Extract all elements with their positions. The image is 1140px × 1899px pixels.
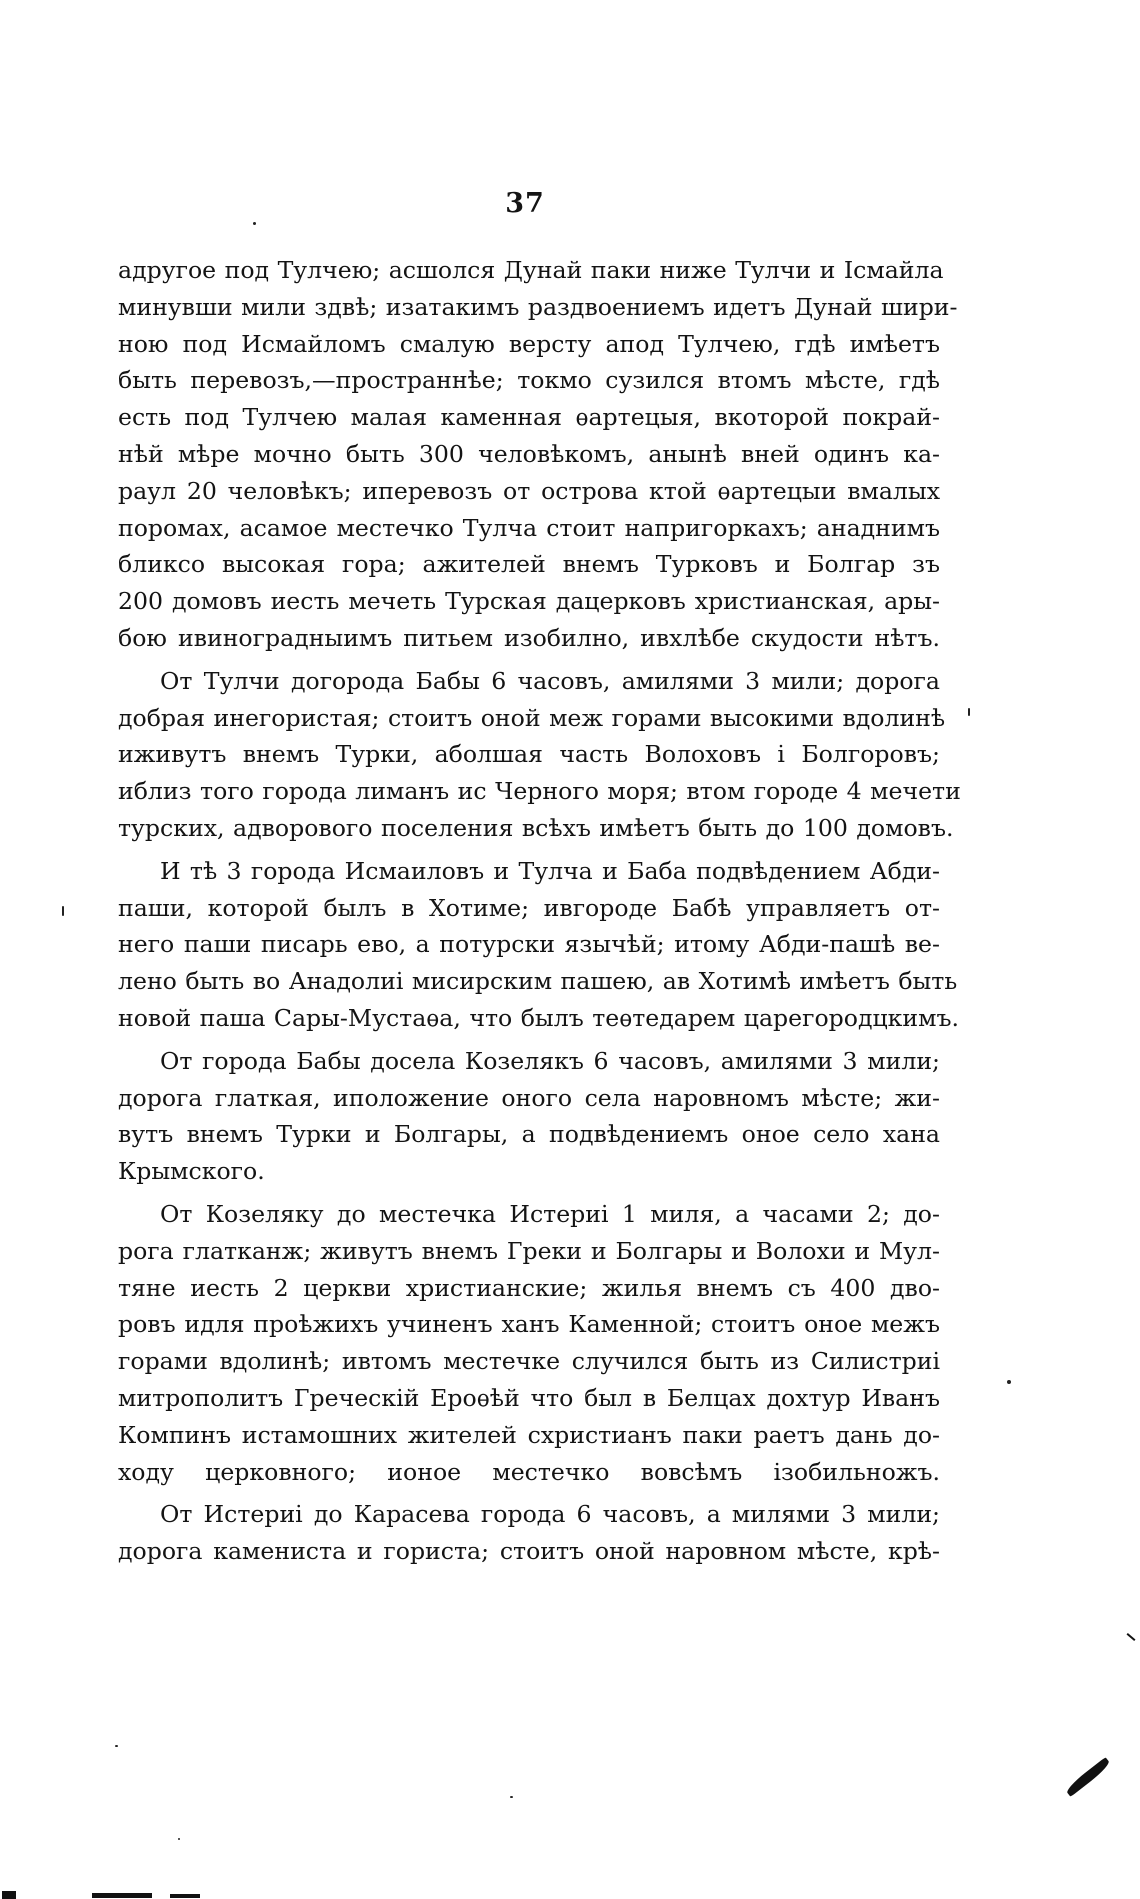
- text-line: иживутъ внемъ Турки, аболшая часть Волоховъ і Болгоровъ;: [118, 740, 940, 769]
- text-line: паши, которой былъ в Хотиме; ивгороде Бабѣ управляетъ от-: [118, 893, 940, 922]
- text-line: минувши мили здвѣ; изатакимъ раздвоениемъ идетъ Дунай шири-: [118, 292, 958, 321]
- bottom-edge: [0, 1891, 1140, 1899]
- paragraph-6: [118, 1496, 940, 1570]
- text-line: 200 домовъ иесть мечеть Турская дацерковъ христианская, ары-: [118, 587, 940, 616]
- text-line: есть под Тулчею малая каменная ѳартецыя, вкоторой покрай-: [118, 403, 940, 432]
- text-line: раул 20 человѣкъ; иперевозъ от острова ктой ѳартецыи вмалых: [118, 476, 940, 505]
- paragraph-1: [118, 252, 958, 657]
- text-line: митрополитъ Греческій Ероѳѣй что был в Белцах дохтур Иванъ: [118, 1383, 940, 1412]
- page-number: 37: [505, 188, 545, 219]
- ink-mark: [1064, 1757, 1111, 1797]
- text-line: ходу церковного; ионое местечко вовсѣмъ ізобильножъ.: [118, 1457, 940, 1486]
- text-line: дорога глаткая, иположение оного села наровномъ мѣсте; жи-: [118, 1083, 940, 1112]
- text-line: тяне иесть 2 церкви христианские; жилья внемъ съ 400 дво-: [118, 1273, 940, 1302]
- text-line: ною под Исмайломъ смалую версту апод Тулчею, гдѣ имѣетъ: [118, 329, 940, 358]
- text-line: дорога камениста и гориста; стоитъ оной наровном мѣсте, крѣ-: [118, 1537, 940, 1566]
- text-line: бою ивиноградныимъ питьем изобилно, ивхлѣбе скудости нѣтъ.: [118, 623, 940, 652]
- scan-speck: [115, 1745, 118, 1747]
- scan-speck: [968, 708, 970, 716]
- text-line: бликсо высокая гора; ажителей внемъ Турковъ и Болгар зъ: [118, 550, 940, 579]
- text-line: адругое под Тулчею; асшолся Дунай паки ниже Тулчи и Ісмайла: [118, 256, 944, 284]
- paragraph-3: [118, 853, 959, 1037]
- text-line: горами вдолинѣ; ивтомъ местечке случился быть из Силистриі: [118, 1347, 940, 1376]
- text-line: От Тулчи догорода Бабы 6 часовъ, амилями 3 мили; дорога: [160, 666, 940, 695]
- scan-speck: [510, 1796, 513, 1798]
- text-line: Крымского.: [118, 1157, 265, 1186]
- text-line: поромах, асамое местечко Тулча стоит напригоркахъ; анаднимъ: [118, 513, 940, 542]
- text-line: От Истериі до Карасева города 6 часовъ, а милями 3 мили;: [160, 1500, 940, 1529]
- text-line: лено быть во Анадолиі мисирским пашею, ав Хотимѣ имѣетъ быть: [118, 967, 958, 996]
- scan-speck: [178, 1838, 180, 1840]
- text-line: рога глатканж; живутъ внемъ Греки и Болгары и Волохи и Мул-: [118, 1236, 940, 1265]
- text-line: него паши писарь ево, а потурски язычѣй; итому Абди-пашѣ ве-: [118, 930, 940, 959]
- scan-speck: [62, 906, 64, 916]
- scan-speck: [1007, 1380, 1011, 1384]
- text-line: новой паша Сары-Мустаѳа, что былъ теѳтедарем царегородцкимъ.: [118, 1003, 959, 1032]
- text-line: турских, адворового поселения всѣхъ имѣетъ быть до 100 домовъ.: [118, 813, 954, 842]
- paragraph-5: [118, 1196, 940, 1490]
- paragraph-2: [118, 663, 961, 847]
- text-line: Компинъ истамошних жителей схристианъ паки раетъ дань до-: [118, 1420, 940, 1449]
- ink-mark: [1127, 1633, 1136, 1641]
- text-line: добрая инегористая; стоитъ оной меж горами высокими вдолинѣ: [118, 703, 946, 732]
- text-line: иблиз того города лиманъ ис Черного моря; втом городе 4 мечети: [118, 777, 961, 806]
- text-line: И тѣ 3 города Исмаиловъ и Тулча и Баба подвѣдением Абди-: [160, 856, 940, 885]
- text-line: вутъ внемъ Турки и Болгары, а подвѣдениемъ оное село хана: [118, 1120, 940, 1149]
- text-line: От Козеляку до местечка Истериі 1 миля, а часами 2; до-: [160, 1199, 940, 1228]
- paragraph-4: [118, 1043, 940, 1190]
- text-line: ровъ идля проѣжихъ учиненъ ханъ Каменной; стоитъ оное межъ: [118, 1310, 940, 1339]
- scan-speck: [253, 222, 256, 225]
- text-line: быть перевозъ,—пространнѣе; токмо сузился втомъ мѣсте, гдѣ: [118, 366, 940, 395]
- text-line: нѣй мѣре мочно быть 300 человѣкомъ, анынѣ вней одинъ ка-: [118, 439, 940, 468]
- text-line: От города Бабы досела Козелякъ 6 часовъ, амилями 3 мили;: [160, 1046, 940, 1075]
- body-text: [118, 252, 961, 1570]
